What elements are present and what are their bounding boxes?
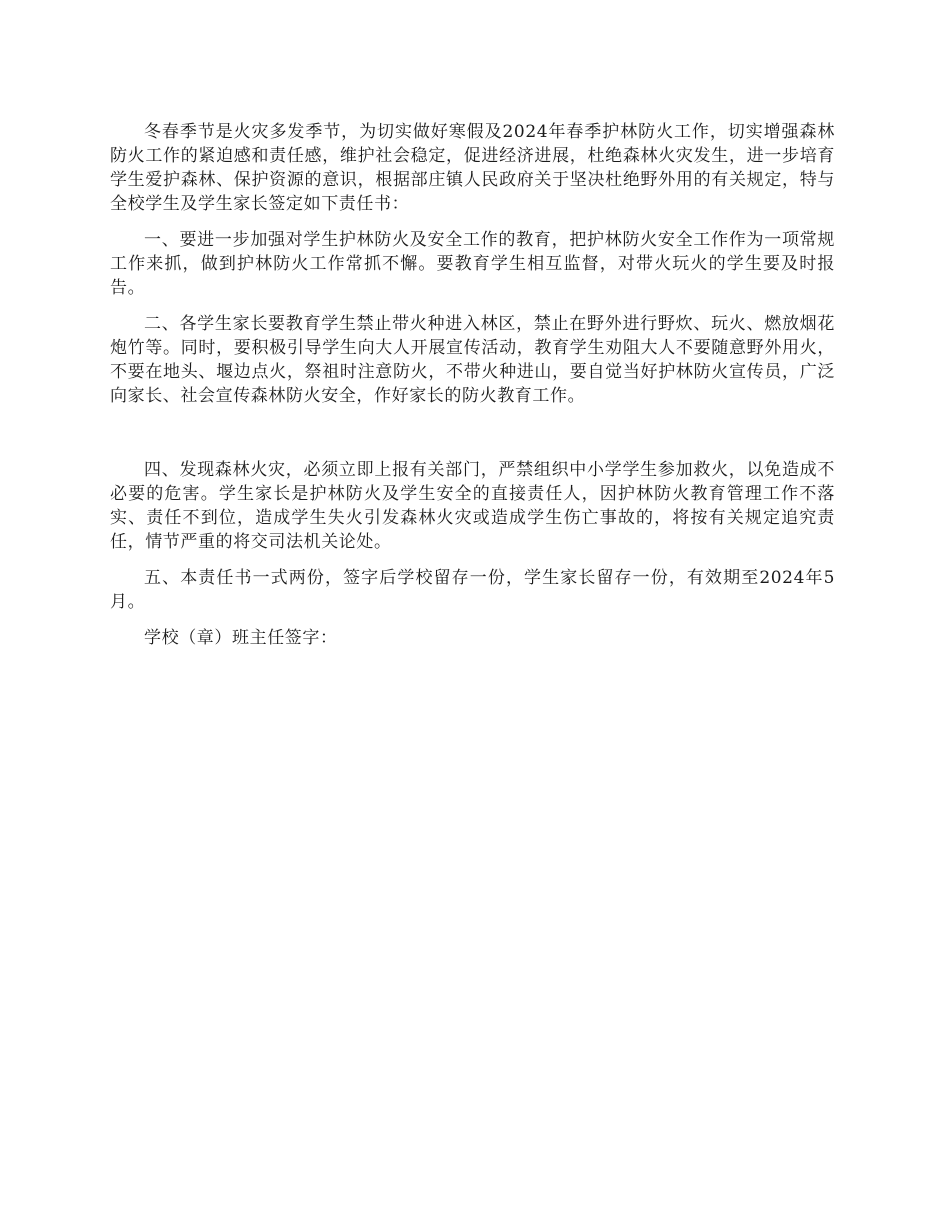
paragraph-gap xyxy=(110,420,835,458)
clause-4-paragraph: 四、发现森林火灾，必须立即上报有关部门，严禁组织中小学学生参加救火，以免造成不必要的危害。学生家长是护林防火及学生安全的直接责任人，因护林防火教育管理工作不落实、责任不到位，造成学生失火引发森林火灾或造成学生伤亡事故的，将按有关规定追究责任，情节严重的将交司法机关论处。 xyxy=(110,460,835,552)
document-page xyxy=(110,120,835,650)
clause-5-paragraph: 五、本责任书一式两份，签字后学校留存一份，学生家长留存一份，有效期至2024年5月。 xyxy=(110,568,835,612)
clause-1-paragraph: 一、要进一步加强对学生护林防火及安全工作的教育，把护林防火安全工作作为一项常规工作来抓，做到护林防火工作常抓不懈。要教育学生相互监督，对带火玩火的学生要及时报告。 xyxy=(110,230,835,298)
signature-line: 学校（章）班主任签字： xyxy=(144,628,338,648)
intro-paragraph: 冬春季节是火灾多发季节，为切实做好寒假及2024年春季护林防火工作，切实增强森林防火工作的紧迫感和责任感，维护社会稳定，促进经济进展，杜绝森林火灾发生，进一步培育学生爱护森林、保护资源的意识，根据部庄镇人民政府关于坚决杜绝野外用的有关规定，特与全校学生及学生家长签定如下责任书： xyxy=(110,122,835,214)
clause-2-paragraph: 二、各学生家长要教育学生禁止带火种进入林区，禁止在野外进行野炊、玩火、燃放烟花炮竹等。同时，要积极引导学生向大人开展宣传活动，教育学生劝阻大人不要随意野外用火，不要在地头、堰边点火，祭祖时注意防火，不带火种进山，要自觉当好护林防火宣传员，广泛向家长、社会宣传森林防火安全，作好家长的防火教育工作。 xyxy=(110,314,835,406)
